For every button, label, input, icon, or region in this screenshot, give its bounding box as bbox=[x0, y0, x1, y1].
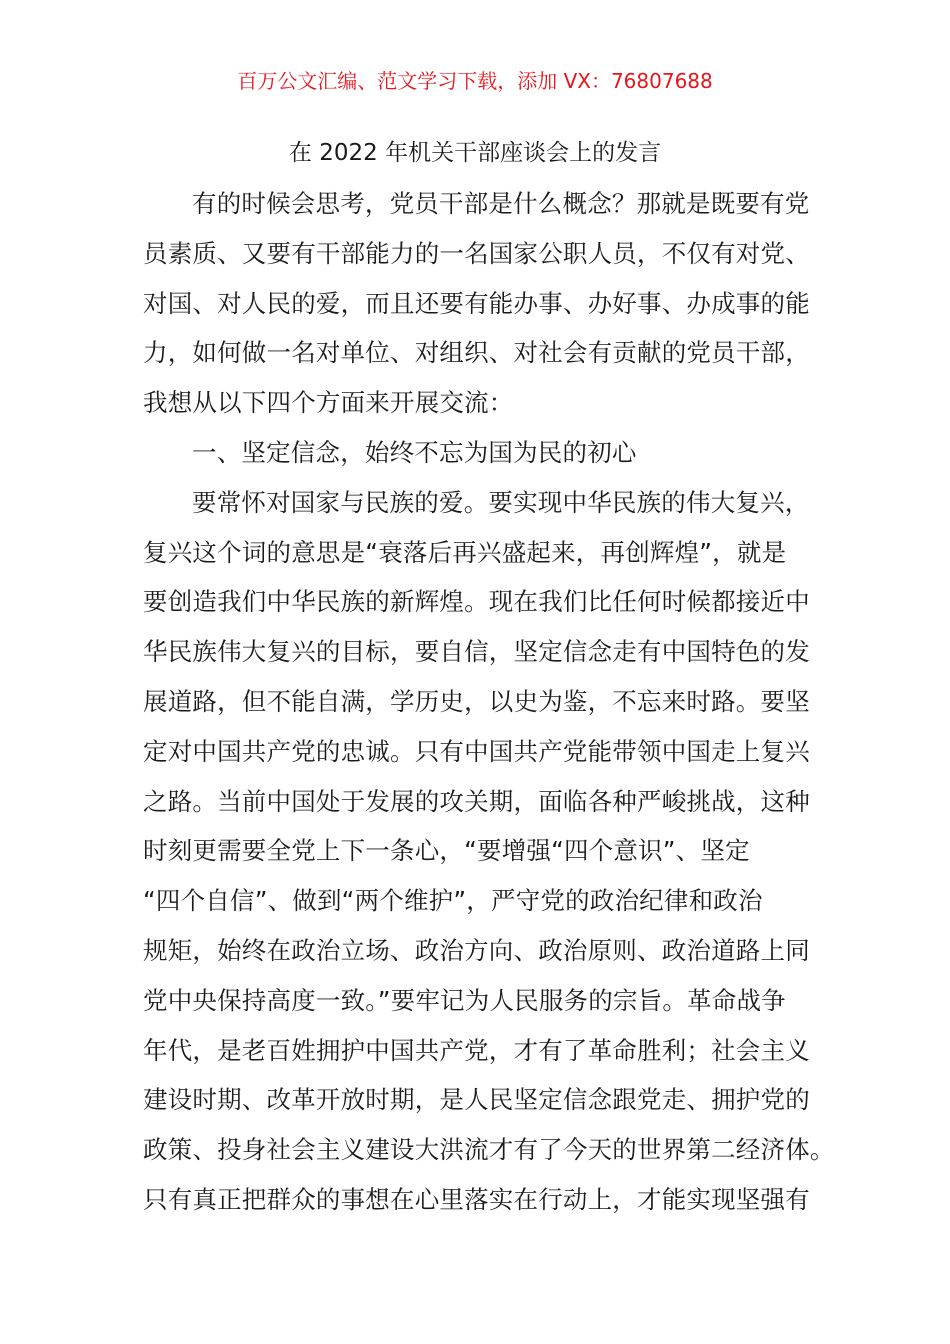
paragraph-line: 定对中国共产党的忠诚。只有中国共产党能带领中国走上复兴 bbox=[143, 736, 810, 766]
paragraph-line: 要常怀对国家与民族的爱。要实现中华民族的伟大复兴， bbox=[192, 487, 810, 517]
paragraph-line: 有的时候会思考，党员干部是什么概念？那就是既要有党 bbox=[192, 189, 810, 218]
paragraph-line: 党中央保持高度一致。”要牢记为人民服务的宗旨。革命战争 bbox=[143, 985, 786, 1015]
paragraph-line: “四个自信”、做到“两个维护”，严守党的政治纪律和政治 bbox=[143, 886, 763, 916]
paragraph-line: 规矩，始终在政治立场、政治方向、政治原则、政治道路上同 bbox=[143, 935, 810, 965]
paragraph-line: 只有真正把群众的事想在心里落实在行动上，才能实现坚强有 bbox=[143, 1184, 810, 1214]
paragraph-line: 力，如何做一名对单位、对组织、对社会有贡献的党员干部， bbox=[143, 338, 810, 368]
paragraph-line: 展道路，但不能自满，学历史，以史为鉴，不忘来时路。要坚 bbox=[143, 686, 810, 716]
section-heading: 一、坚定信念，始终不忘为国为民的初心 bbox=[192, 437, 637, 467]
paragraph-line: 员素质、又要有干部能力的一名国家公职人员，不仅有对党、 bbox=[143, 238, 810, 268]
document-body bbox=[143, 179, 835, 1225]
paragraph-line: 年代，是老百姓拥护中国共产党，才有了革命胜利；社会主义 bbox=[143, 1035, 810, 1065]
paragraph-line: 之路。当前中国处于发展的攻关期，面临各种严峻挑战，这种 bbox=[143, 786, 810, 816]
paragraph-line: 政策、投身社会主义建设大洪流才有了今天的世界第二经济体。 bbox=[143, 1135, 835, 1165]
paragraph-line: 复兴这个词的意思是“衰落后再兴盛起来，再创辉煌”，就是 bbox=[143, 537, 787, 567]
paragraph-line: 对国、对人民的爱，而且还要有能办事、办好事、办成事的能 bbox=[143, 288, 810, 318]
paragraph-line: 建设时期、改革开放时期，是人民坚定信念跟党走、拥护党的 bbox=[143, 1085, 810, 1115]
paragraph-line: 时刻更需要全党上下一条心，“要增强“四个意识”、坚定 bbox=[143, 836, 750, 866]
watermark-header: 百万公文汇编、范文学习下载，添加 VX：76807688 bbox=[237, 69, 713, 93]
document-title: 在 2022 年机关干部座谈会上的发言 bbox=[288, 140, 662, 166]
paragraph-line: 要创造我们中华民族的新辉煌。现在我们比任何时候都接近中 bbox=[143, 587, 810, 617]
paragraph-line: 华民族伟大复兴的目标，要自信，坚定信念走有中国特色的发 bbox=[143, 637, 810, 667]
paragraph-line: 我想从以下四个方面来开展交流： bbox=[143, 388, 514, 418]
